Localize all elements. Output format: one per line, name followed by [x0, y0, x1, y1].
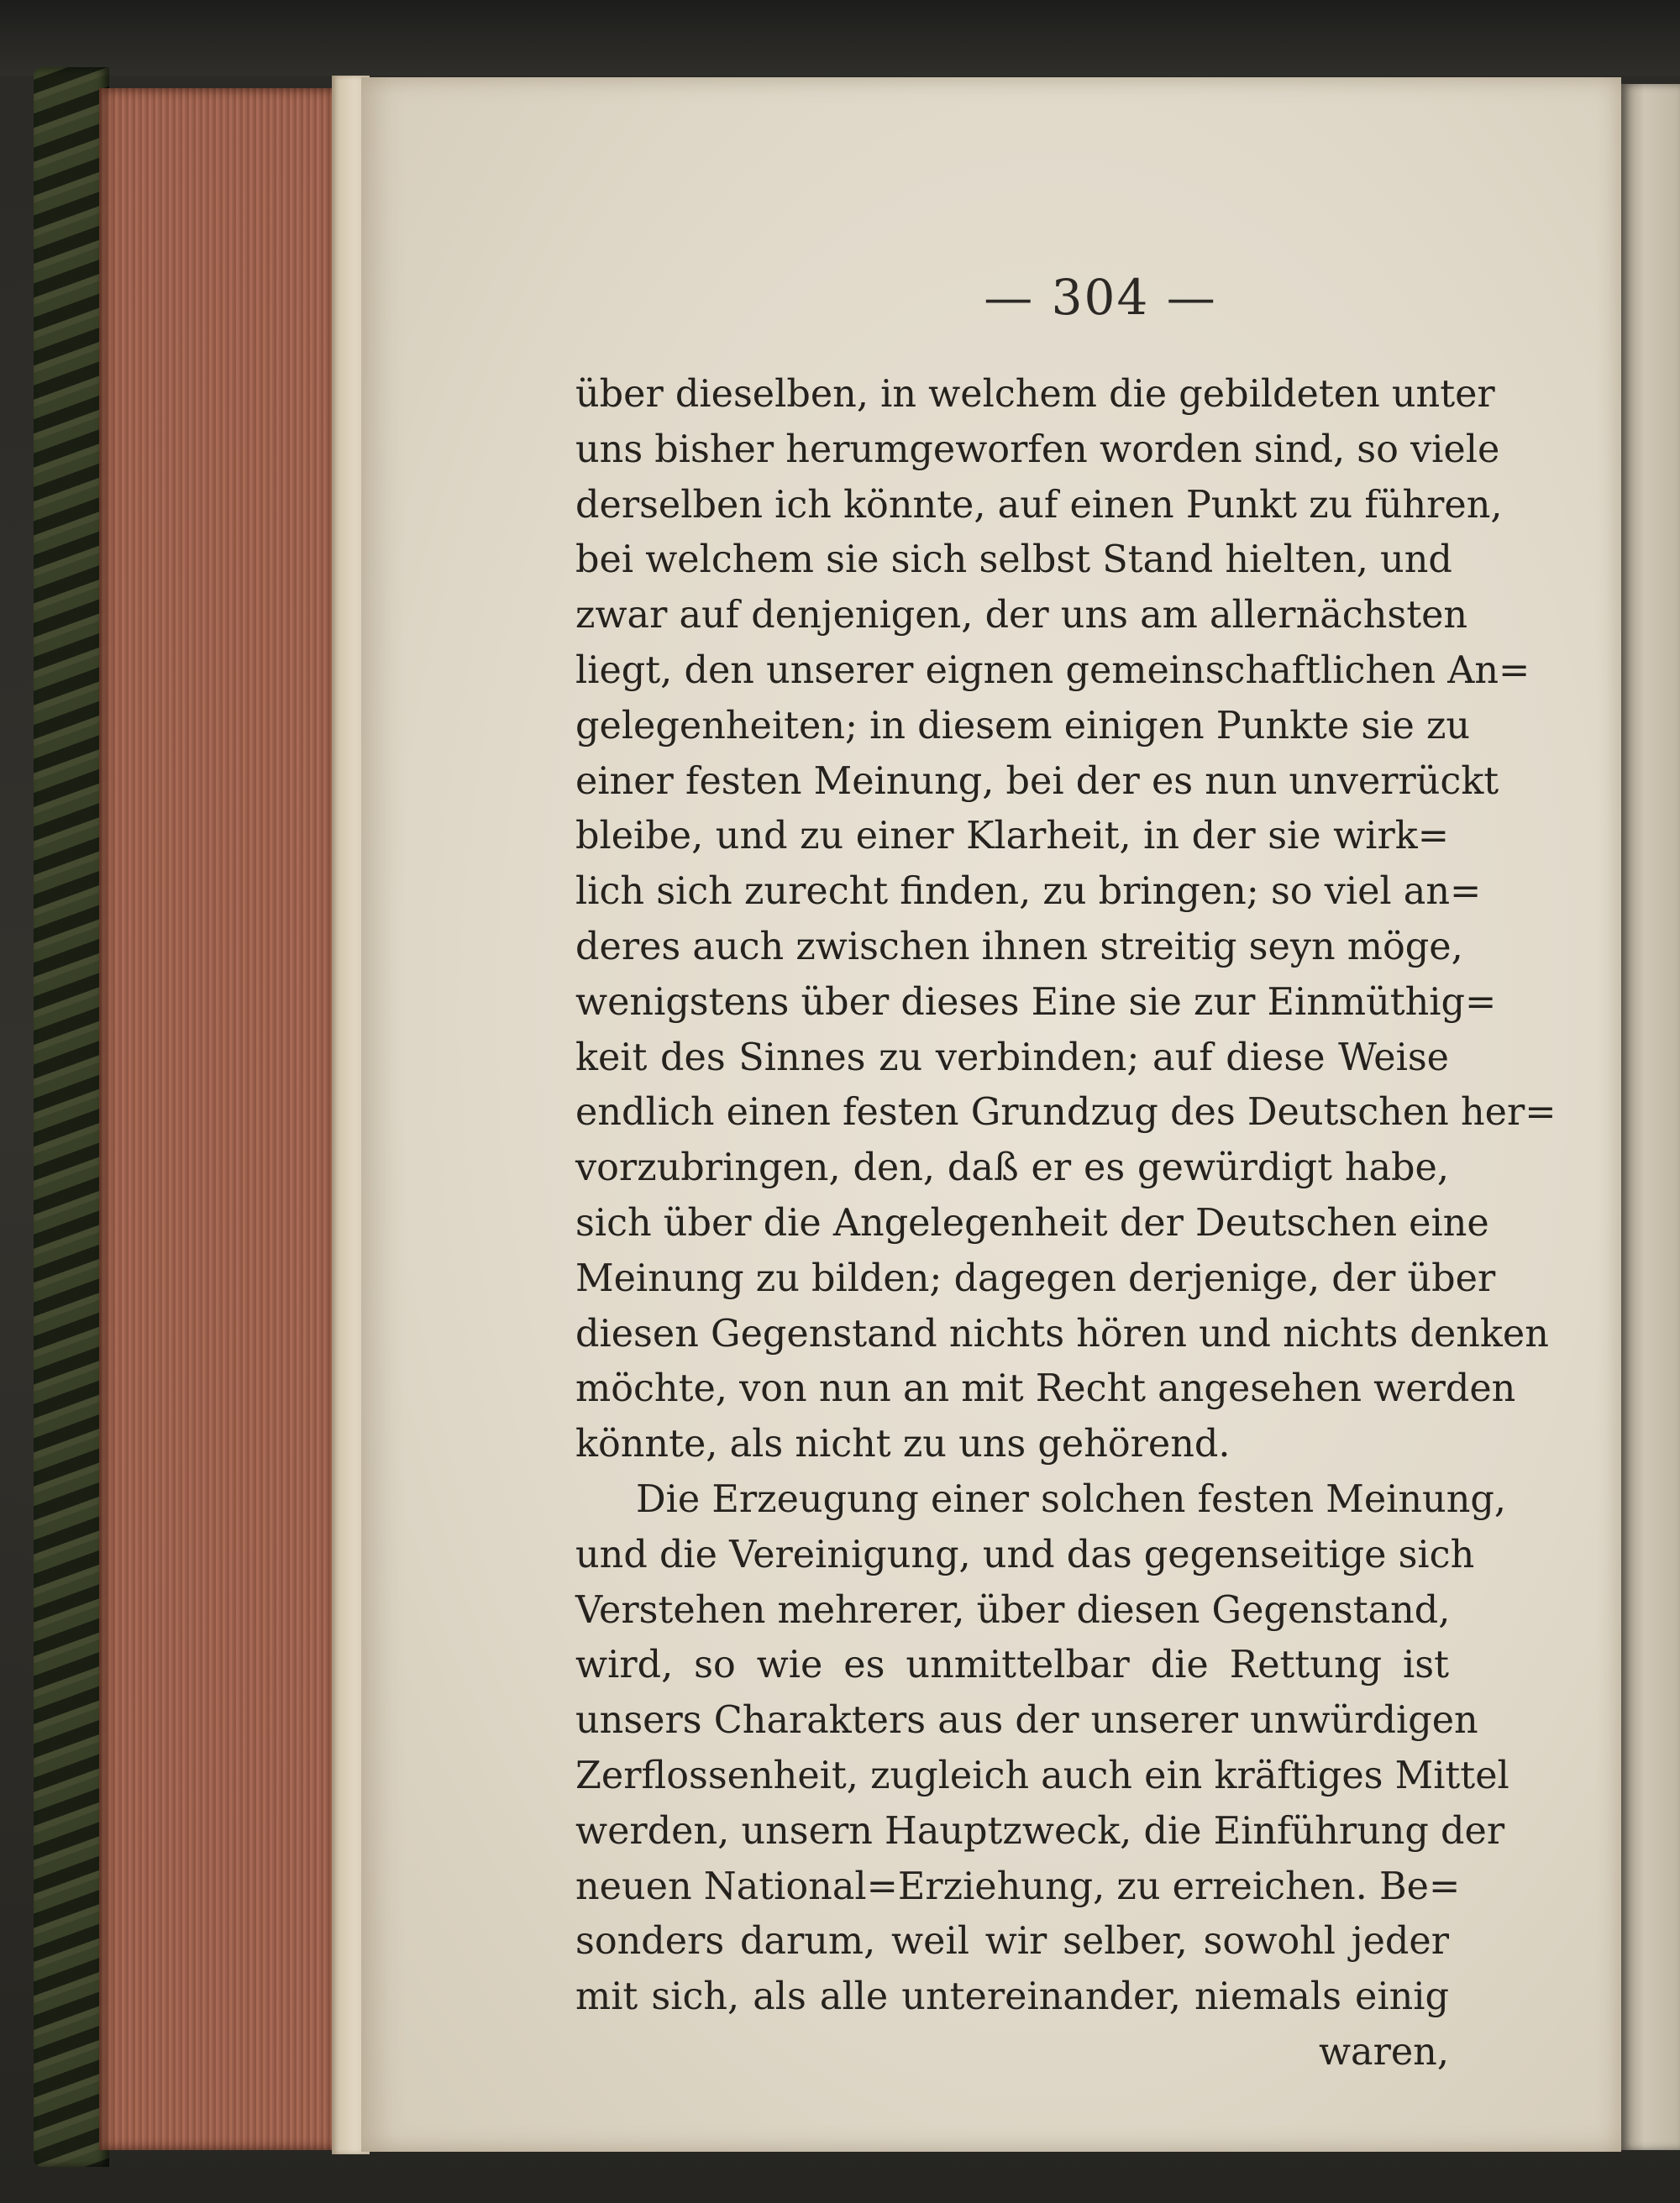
text-line: deres auch zwischen ihnen streitig seyn möge,: [575, 925, 1463, 968]
text-line: liegt, den unserer eignen gemeinschaftlichen An=: [575, 648, 1530, 692]
catchword: waren,: [1318, 2030, 1449, 2074]
text-line: keit des Sinnes zu verbinden; auf diese Weise: [575, 1036, 1449, 1079]
text-line: uns bisher herumgeworfen worden sind, so viele: [575, 427, 1500, 471]
text-line: und die Vereinigung, und das gegenseitige sich: [575, 1533, 1475, 1576]
text-line: derselben ich könnte, auf einen Punkt zu führen,: [575, 483, 1503, 527]
text-line: neuen National=Erziehung, zu erreichen. Be=: [575, 1865, 1461, 1908]
book-page: [361, 77, 1621, 2152]
text-line: wenigstens über dieses Eine sie zur Einmüthig=: [575, 980, 1497, 1024]
page-number: — 304 —: [984, 269, 1217, 326]
body-text: [575, 367, 1557, 2080]
text-line: könnte, als nicht zu uns gehörend.: [575, 1423, 1231, 1466]
page-edges: [99, 88, 343, 2150]
text-line: unsers Charakters aus der unserer unwürdigen: [575, 1699, 1478, 1743]
text-line: bei welchem sie sich selbst Stand hielten, und: [575, 538, 1452, 582]
text-line: über dieselben, in welchem die gebildeten unter: [575, 373, 1495, 416]
text-line: sonders darum, weil wir selber, sowohl jeder: [575, 1920, 1449, 1964]
text-line: Die Erzeugung einer solchen festen Meinung,: [636, 1477, 1506, 1521]
book-cover: [34, 67, 109, 2167]
text-line: bleibe, und zu einer Klarheit, in der sie wirk=: [575, 815, 1449, 858]
text-line: möchte, von nun an mit Recht angesehen werden: [575, 1367, 1516, 1411]
text-line: werden, unsern Hauptzweck, die Einführung der: [575, 1809, 1505, 1853]
facing-page-edge: [1621, 84, 1680, 2150]
text-line: einer festen Meinung, bei der es nun unverrückt: [575, 759, 1499, 803]
text-line: Zerflossenheit, zugleich auch ein kräftiges Mittel: [575, 1754, 1509, 1797]
text-line: endlich einen festen Grundzug des Deutschen her=: [575, 1091, 1557, 1135]
text-line: Verstehen mehrerer, über diesen Gegenstand,: [575, 1588, 1451, 1632]
background-shelf: [0, 0, 1680, 76]
text-line: lich sich zurecht finden, zu bringen; so viel an=: [575, 870, 1482, 914]
text-line: sich über die Angelegenheit der Deutschen eine: [575, 1201, 1489, 1245]
text-line: vorzubringen, den, daß er es gewürdigt habe,: [575, 1146, 1449, 1190]
text-line: zwar auf denjenigen, der uns am allernächsten: [575, 594, 1468, 637]
text-line: gelegenheiten; in diesem einigen Punkte sie zu: [575, 704, 1471, 747]
text-line: wird, so wie es unmittelbar die Rettung ist: [575, 1644, 1449, 1687]
text-line: mit sich, als alle untereinander, niemals einig: [575, 1975, 1449, 2019]
text-line: Meinung zu bilden; dagegen derjenige, der über: [575, 1256, 1496, 1300]
text-line: diesen Gegenstand nichts hören und nichts denken: [575, 1312, 1549, 1356]
